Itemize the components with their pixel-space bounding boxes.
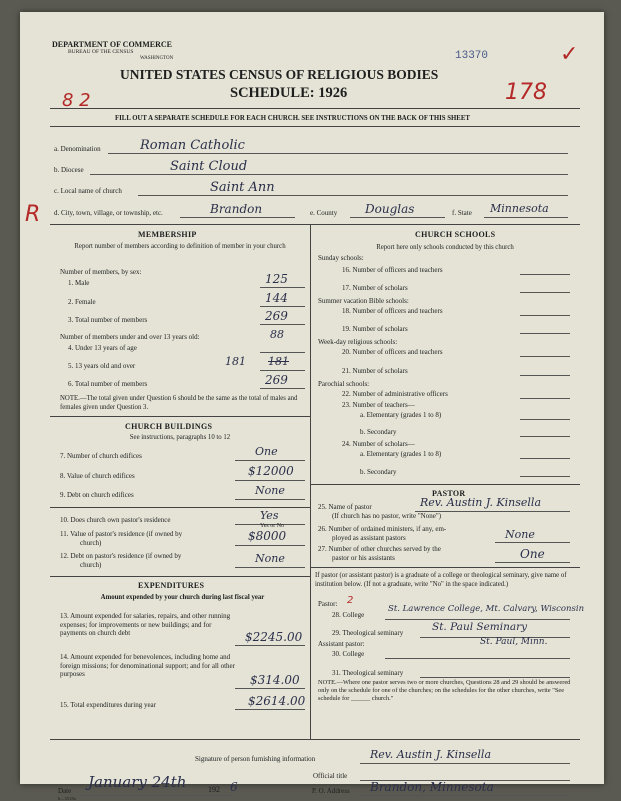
bureau-title: BUREAU OF THE CENSUS xyxy=(68,49,134,55)
q25-label: 25. Name of pastor xyxy=(318,503,372,511)
membership-heading: MEMBERSHIP xyxy=(138,230,197,239)
red-r-mark: R xyxy=(25,202,41,227)
salaries-label: 13. Amount expended for salaries, repairs, and other running expenses; for improvements or new buildings; and for payments on church debt xyxy=(60,612,231,637)
total-expenditures-label: 15. Total expenditures during year xyxy=(60,701,156,709)
female-value: 144 xyxy=(265,291,288,305)
church-name-label: c. Local name of church xyxy=(54,187,122,195)
serial-number: 13370 xyxy=(455,50,489,62)
pastor-footnote: NOTE.—Where one pastor serves two or more churches, Questions 28 and 29 should be answered only on the schedule for one of the churches; on the schedules for the other churches, write "See schedule for ______ church." xyxy=(318,679,571,702)
pastor-heading: PASTOR xyxy=(432,489,466,498)
q28-value: St. Lawrence College, Mt. Calvary, Wisconsin xyxy=(388,604,585,614)
residence-value-value: $8000 xyxy=(248,529,287,543)
q30-label: 30. College xyxy=(332,650,365,658)
residence-debt-value: None xyxy=(255,552,285,565)
membership-note: Report number of members according to definition of member in your church xyxy=(74,243,286,250)
q26-label-2: ployed as assistant pastors xyxy=(332,534,406,542)
red-number-left: 8 2 xyxy=(62,90,91,111)
residence-value-label: 11. Value of pastor's residence (if owned by xyxy=(60,530,183,538)
church-name-value: Saint Ann xyxy=(210,180,275,195)
diocese-label: b. Diocese xyxy=(54,166,84,174)
po-address-value: Brandon, Minnesota xyxy=(370,780,494,794)
debt-edifices-label: 9. Debt on church edifices xyxy=(60,491,134,499)
total-expenditures-value: $2614.00 xyxy=(248,694,306,708)
signature-value: Rev. Austin J. Kinsella xyxy=(370,748,492,761)
q23a-label: a. Elementary (grades 1 to 8) xyxy=(360,411,442,419)
value-edifices-label: 8. Value of church edifices xyxy=(60,472,135,480)
sunday-schools-label: Sunday schools: xyxy=(318,254,364,262)
pastor-residence-label: 10. Does church own pastor's residence xyxy=(60,516,171,524)
state-value: Minnesota xyxy=(490,202,549,215)
q29-label: 29. Theological seminary xyxy=(332,629,404,637)
total-members-label: 3. Total number of members xyxy=(68,316,148,324)
age-groups-label: Number of members under and over 13 years old: xyxy=(60,333,200,341)
membership-footnote: NOTE.—The total given under Question 6 should be the same as the total of males and females given under Question 3. xyxy=(60,395,298,411)
q18-label: 18. Number of officers and teachers xyxy=(342,307,443,315)
age-groups-value: 88 xyxy=(270,328,284,341)
q27-label-2: pastor or his assistants xyxy=(332,554,395,562)
washington: WASHINGTON xyxy=(140,56,174,61)
schedule-title: SCHEDULE: 1926 xyxy=(230,85,348,101)
pastor-residence-value: Yes xyxy=(260,509,279,522)
state-label: f. State xyxy=(452,209,472,217)
schools-note: Report here only schools conducted by this church xyxy=(376,244,514,251)
dept-title: DEPARTMENT OF COMMERCE xyxy=(52,40,173,49)
q26-label: 26. Number of ordained ministers, if any, em- xyxy=(318,525,447,533)
residence-debt-label: 12. Debt on pastor's residence (if owned by xyxy=(60,552,182,560)
over-13-value: 181 xyxy=(225,355,246,368)
salaries-value: $2245.00 xyxy=(245,630,303,644)
parochial-schools-label: Parochial schools: xyxy=(318,380,370,388)
pastor-name-value: Rev. Austin J. Kinsella xyxy=(420,496,542,509)
pastor-mark: 2 xyxy=(347,595,354,606)
q23-label: 23. Number of teachers— xyxy=(342,401,415,409)
denomination-label: a. Denomination xyxy=(54,145,101,153)
residence-debt-label-2: church) xyxy=(80,561,102,569)
over-13-label: 5. 13 years old and over xyxy=(68,362,136,370)
debt-edifices-value: None xyxy=(255,484,285,497)
instructions-line: FILL OUT A SEPARATE SCHEDULE FOR EACH CHURCH. SEE INSTRUCTIONS ON THE BACK OF THIS SHEET xyxy=(115,115,470,122)
edifices-value: One xyxy=(255,445,278,458)
schools-heading: CHURCH SCHOOLS xyxy=(415,230,496,239)
q16-label: 16. Number of officers and teachers xyxy=(342,266,443,274)
diocese-value: Saint Cloud xyxy=(170,159,248,174)
expenditures-note: Amount expended by your church during last fiscal year xyxy=(100,594,265,601)
q31-label: 31. Theological seminary xyxy=(332,669,404,677)
census-form xyxy=(20,12,604,801)
county-label: e. County xyxy=(310,209,338,217)
red-number-right: 178 xyxy=(505,80,547,105)
year-suffix: 6 xyxy=(230,780,238,794)
weekday-schools-label: Week-day religious schools: xyxy=(318,338,398,346)
under-13-label: 4. Under 13 years of age xyxy=(68,344,137,352)
total-6-label: 6. Total number of members xyxy=(68,380,148,388)
q24-label: 24. Number of scholars— xyxy=(342,440,415,448)
official-title-label: Official title xyxy=(313,772,348,780)
college-note: If pastor (or assistant pastor) is a graduate of a college or theological seminary, give name of institution below. (If not a graduate, write "No" in the space indicated.) xyxy=(315,572,567,588)
q23b-label: b. Secondary xyxy=(360,428,397,436)
members-by-sex-label: Number of members, by sex: xyxy=(60,268,142,276)
signature-label: Signature of person furnishing information xyxy=(195,755,316,763)
q29-value: St. Paul Seminary xyxy=(432,621,528,633)
q19-label: 19. Number of scholars xyxy=(342,325,408,333)
benevolences-label: 14. Amount expended for benevolences, including home and foreign missions; for denominational support; and for all other purposes xyxy=(60,653,235,678)
form-code: 6—5518a xyxy=(58,796,76,801)
total-6-value: 269 xyxy=(265,373,288,387)
form-title: UNITED STATES CENSUS OF RELIGIOUS BODIES xyxy=(120,67,439,82)
pastor-label: Pastor: xyxy=(318,600,338,608)
denomination-value: Roman Catholic xyxy=(140,138,245,153)
q29-value-2: St. Paul, Minn. xyxy=(480,637,548,647)
city-label: d. City, town, village, or township, etc. xyxy=(54,209,163,217)
male-value: 125 xyxy=(265,272,288,286)
house-no-label: Yes or No xyxy=(260,523,285,529)
buildings-note: See instructions, paragraphs 10 to 12 xyxy=(129,434,231,441)
female-label: 2. Female xyxy=(68,298,96,306)
q28-label: 28. College xyxy=(332,611,365,619)
q21-label: 21. Number of scholars xyxy=(342,367,408,375)
q27-value: One xyxy=(520,547,545,561)
q25-note: (If church has no pastor, write "None") xyxy=(332,512,442,520)
expenditures-heading: EXPENDITURES xyxy=(138,581,205,590)
date-value: January 24th xyxy=(88,773,187,791)
value-edifices-value: $12000 xyxy=(248,464,294,478)
over-13-struck: 181 xyxy=(268,355,289,368)
po-address-label: P. O. Address xyxy=(312,787,350,795)
q17-label: 17. Number of scholars xyxy=(342,284,408,292)
male-label: 1. Male xyxy=(68,279,90,287)
summer-schools-label: Summer vacation Bible schools: xyxy=(318,297,409,305)
county-value: Douglas xyxy=(365,202,415,216)
q24b-label: b. Secondary xyxy=(360,468,397,476)
q26-value: None xyxy=(505,528,535,541)
date-label: Date xyxy=(58,787,72,795)
residence-value-label-2: church) xyxy=(80,539,102,547)
q20-label: 20. Number of officers and teachers xyxy=(342,348,443,356)
q22-label: 22. Number of administrative officers xyxy=(342,390,448,398)
benevolences-value: $314.00 xyxy=(250,673,300,687)
edifices-label: 7. Number of church edifices xyxy=(60,452,142,460)
check-mark: ✓ xyxy=(560,42,579,67)
total-members-value: 269 xyxy=(265,309,288,323)
city-value: Brandon xyxy=(210,202,263,216)
q27-label: 27. Number of other churches served by the xyxy=(318,545,441,553)
assistant-pastor-label: Assistant pastor: xyxy=(318,640,365,648)
buildings-heading: CHURCH BUILDINGS xyxy=(125,422,213,431)
q24a-label: a. Elementary (grades 1 to 8) xyxy=(360,450,442,458)
year-prefix: 192 xyxy=(208,785,220,794)
